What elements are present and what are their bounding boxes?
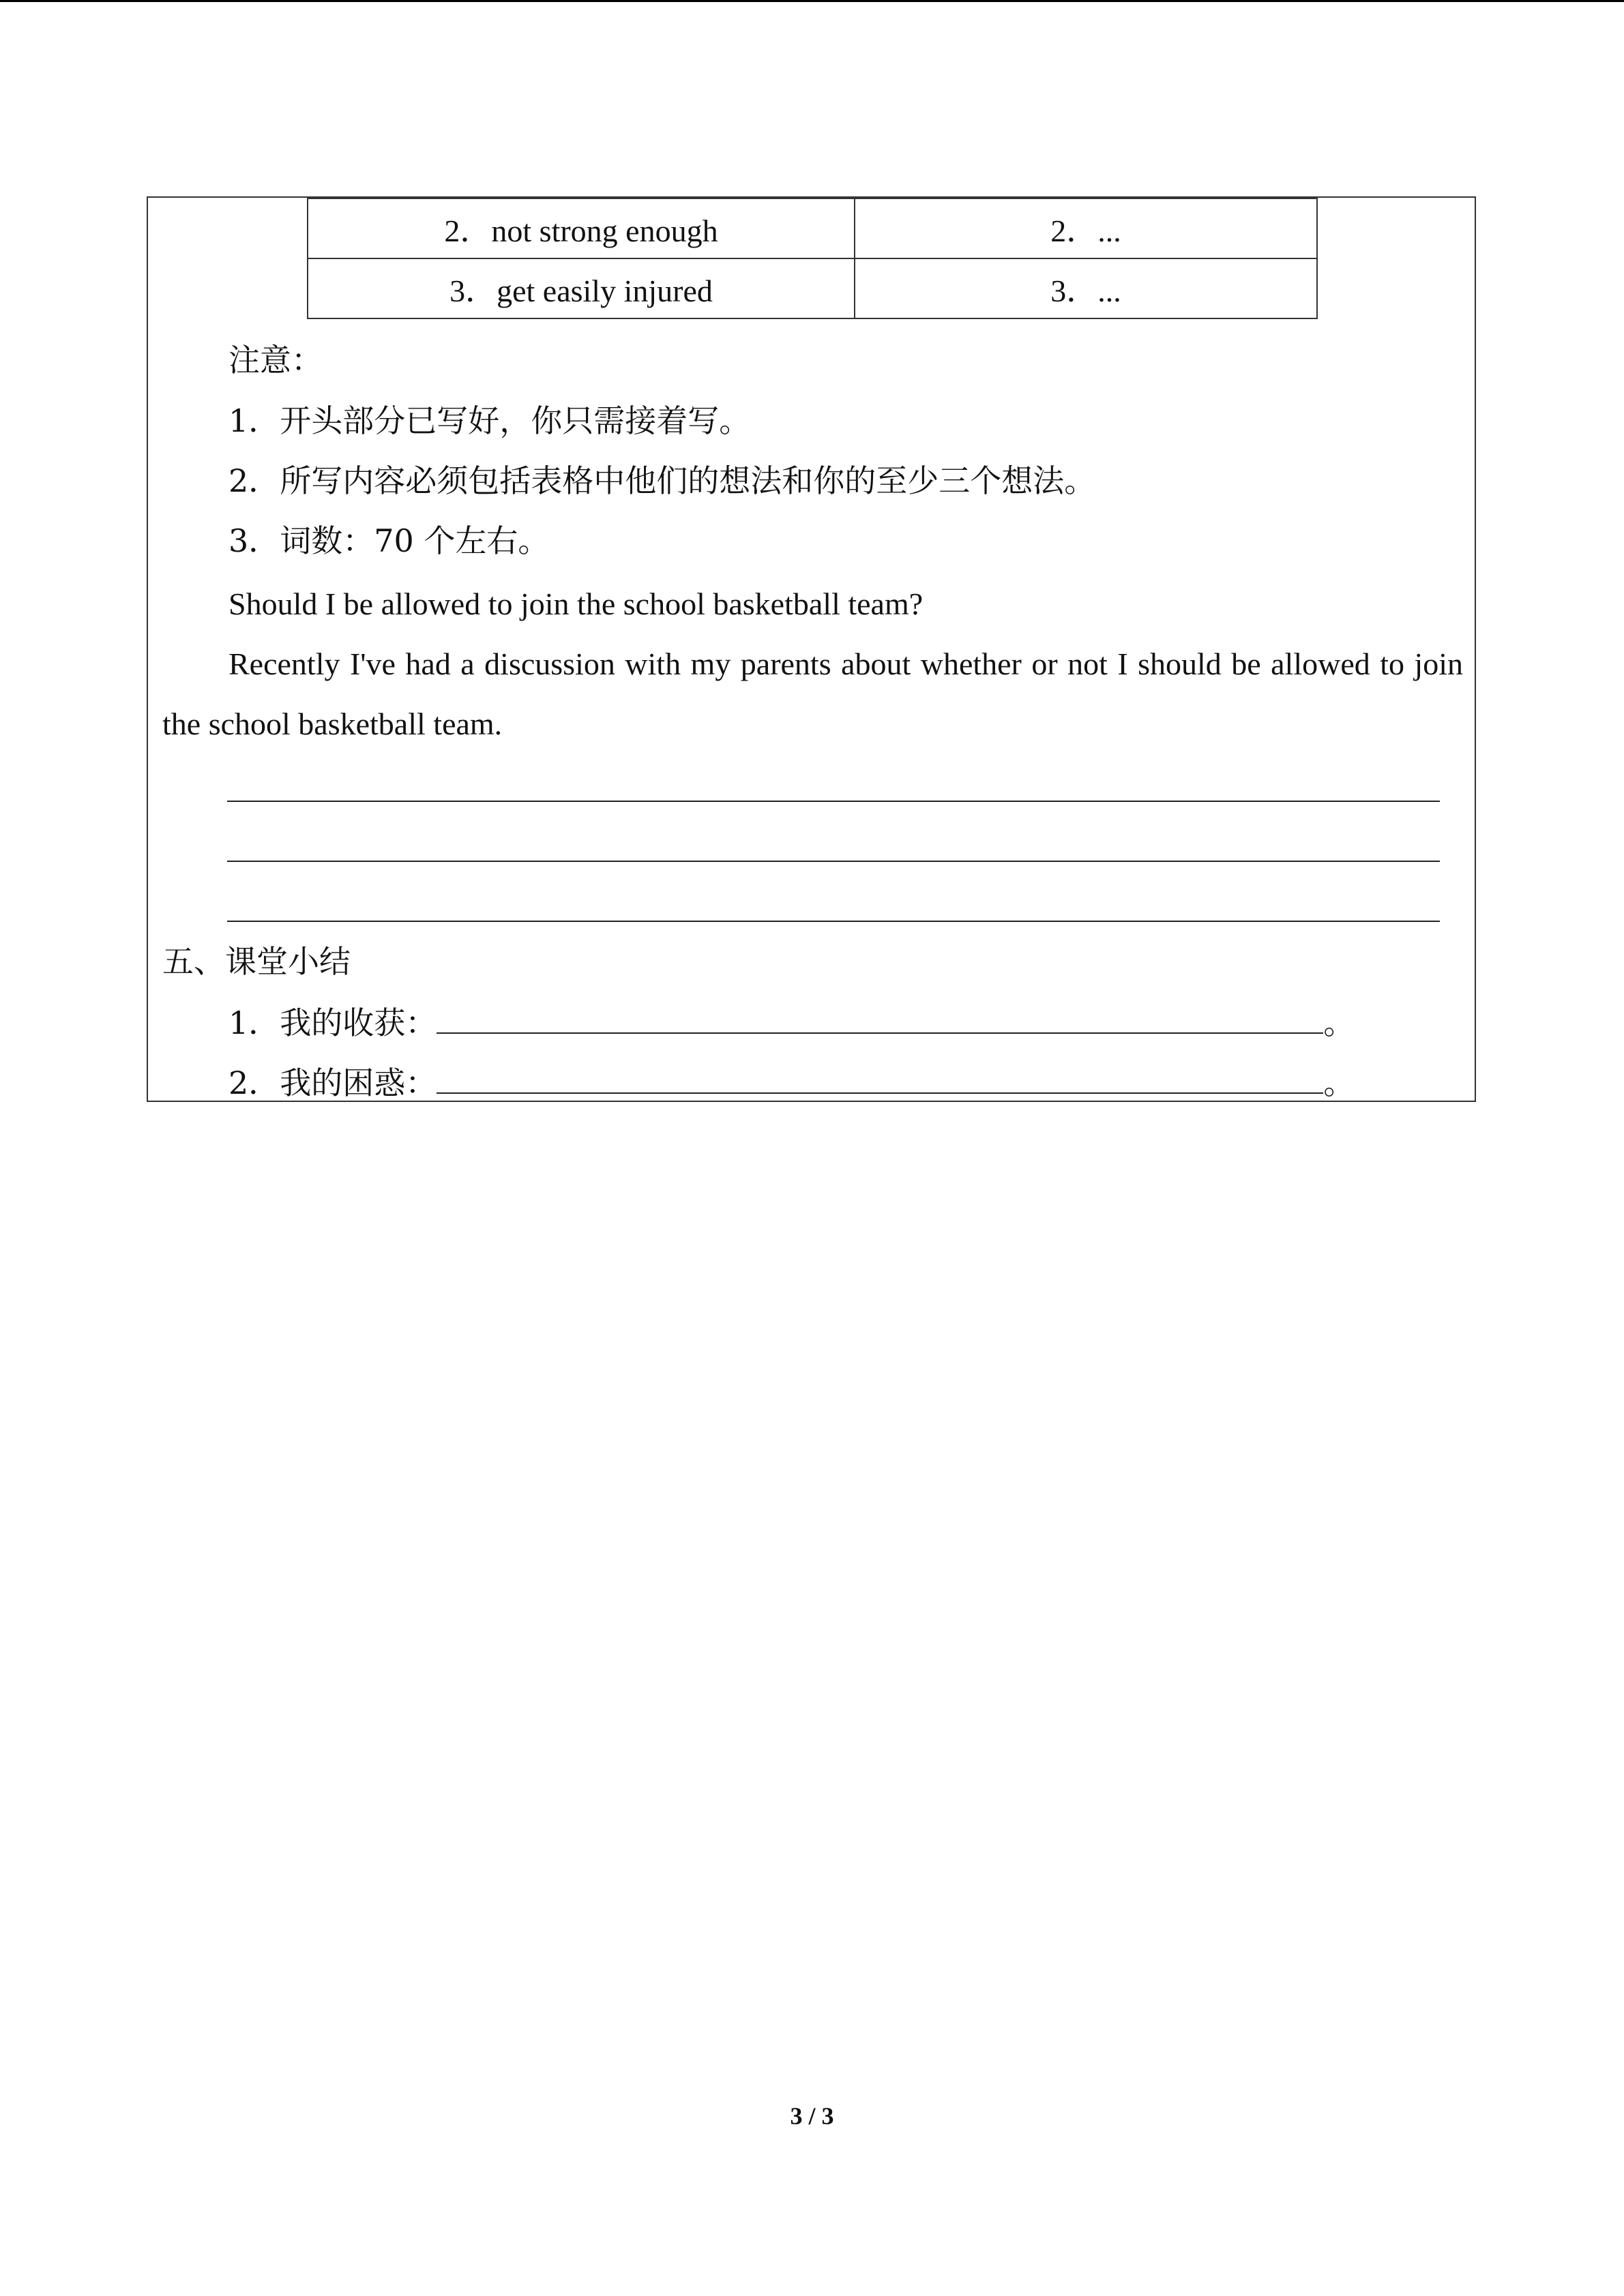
essay-intro-line-1: Recently I've had a discussion with my parents about whether or not I should be allowed to join	[228, 646, 1463, 681]
ideas-table	[307, 198, 1318, 319]
note-item-1: 1．开头部分已写好，你只需接着写。	[228, 402, 751, 439]
essay-title: Should I be allowed to join the school basketball team?	[228, 586, 924, 621]
table-row	[308, 258, 1317, 318]
note-item-3: 3．词数：70 个左右。	[228, 522, 550, 559]
essay-intro-line-2: the school basketball team.	[162, 706, 503, 741]
gains-label: 1．我的收获：	[228, 1004, 437, 1041]
summary-heading: 五、课堂小结	[162, 943, 351, 980]
note-item-2: 2．所写内容必须包括表格中他们的想法和你的至少三个想法。	[228, 462, 1096, 499]
table-cell-your-idea: 2．...	[855, 198, 1317, 258]
period-mark: 。	[1323, 1064, 1355, 1101]
summary-item-gains	[228, 1002, 1355, 1043]
writing-blank-line-2[interactable]	[227, 861, 1440, 862]
page-number: 3 / 3	[790, 2102, 834, 2130]
notes-heading: 注意：	[228, 342, 323, 378]
table-cell-their-idea: 3．get easily injured	[308, 258, 855, 318]
confusions-label: 2．我的困惑：	[228, 1064, 437, 1101]
table-row	[308, 198, 1317, 258]
summary-item-confusions	[228, 1062, 1355, 1103]
writing-blank-line-3[interactable]	[227, 921, 1440, 922]
gains-blank[interactable]	[437, 1002, 1323, 1034]
table-cell-your-idea: 3．...	[855, 258, 1317, 318]
table-cell-their-idea: 2．not strong enough	[308, 198, 855, 258]
writing-blank-line-1[interactable]	[227, 801, 1440, 802]
top-border-rule	[0, 0, 1624, 2]
period-mark: 。	[1323, 1004, 1355, 1041]
confusions-blank[interactable]	[437, 1062, 1323, 1094]
